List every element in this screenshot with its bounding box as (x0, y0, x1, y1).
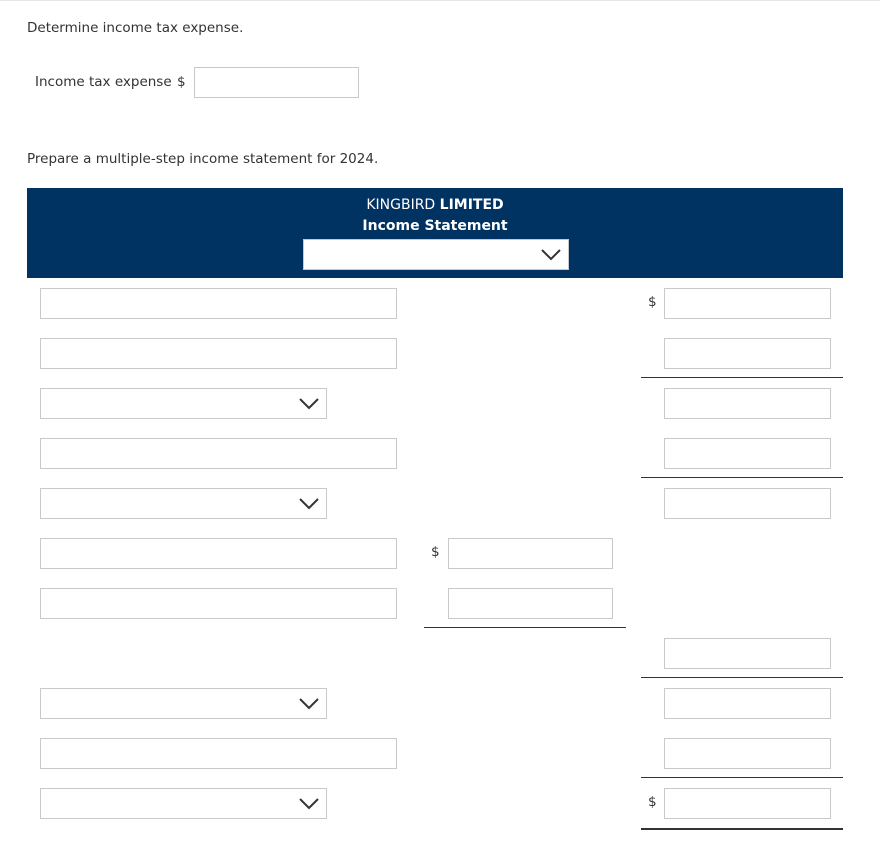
row-6-mid-currency: $ (431, 544, 440, 560)
mid-subtotal-rule (424, 627, 626, 628)
statement-title: Income Statement (362, 218, 508, 234)
row-11-select[interactable] (40, 788, 327, 819)
row-1-right-input[interactable] (664, 288, 831, 319)
chevron-down-icon (540, 248, 562, 262)
tax-instruction: Determine income tax expense. (27, 20, 244, 36)
income-tax-expense-input[interactable] (194, 67, 359, 98)
chevron-down-icon (298, 797, 320, 811)
row-2-right-input[interactable] (664, 338, 831, 369)
row-10-right-input[interactable] (664, 738, 831, 769)
row-5-right-input[interactable] (664, 488, 831, 519)
row-3-right-input[interactable] (664, 388, 831, 419)
chevron-down-icon (298, 697, 320, 711)
row-5-select[interactable] (40, 488, 327, 519)
total-double-rule (641, 828, 843, 830)
statement-header (27, 188, 843, 278)
top-divider (0, 0, 880, 1)
subtotal-rule (641, 677, 843, 678)
row-10-label-input[interactable] (40, 738, 397, 769)
row-1-label-input[interactable] (40, 288, 397, 319)
row-3-select[interactable] (40, 388, 327, 419)
income-tax-expense-label: Income tax expense (35, 74, 172, 90)
row-9-right-input[interactable] (664, 688, 831, 719)
row-6-label-input[interactable] (40, 538, 397, 569)
row-11-right-currency: $ (648, 794, 657, 810)
row-4-label-input[interactable] (40, 438, 397, 469)
row-11-right-input[interactable] (664, 788, 831, 819)
tax-currency-symbol: $ (177, 74, 186, 90)
row-1-right-currency: $ (648, 294, 657, 310)
row-7-label-input[interactable] (40, 588, 397, 619)
company-name-bold: LIMITED (439, 197, 504, 213)
chevron-down-icon (298, 497, 320, 511)
row-6-mid-input[interactable] (448, 538, 613, 569)
chevron-down-icon (298, 397, 320, 411)
row-9-select[interactable] (40, 688, 327, 719)
row-8-right-input[interactable] (664, 638, 831, 669)
period-select[interactable] (303, 239, 569, 270)
row-7-mid-input[interactable] (448, 588, 613, 619)
statement-instruction: Prepare a multiple-step income statement for 2024. (27, 151, 379, 167)
subtotal-rule (641, 477, 843, 478)
row-2-label-input[interactable] (40, 338, 397, 369)
company-name (27, 197, 843, 213)
subtotal-rule (641, 777, 843, 778)
subtotal-rule (641, 377, 843, 378)
row-4-right-input[interactable] (664, 438, 831, 469)
company-name-normal: KINGBIRD (366, 197, 436, 213)
